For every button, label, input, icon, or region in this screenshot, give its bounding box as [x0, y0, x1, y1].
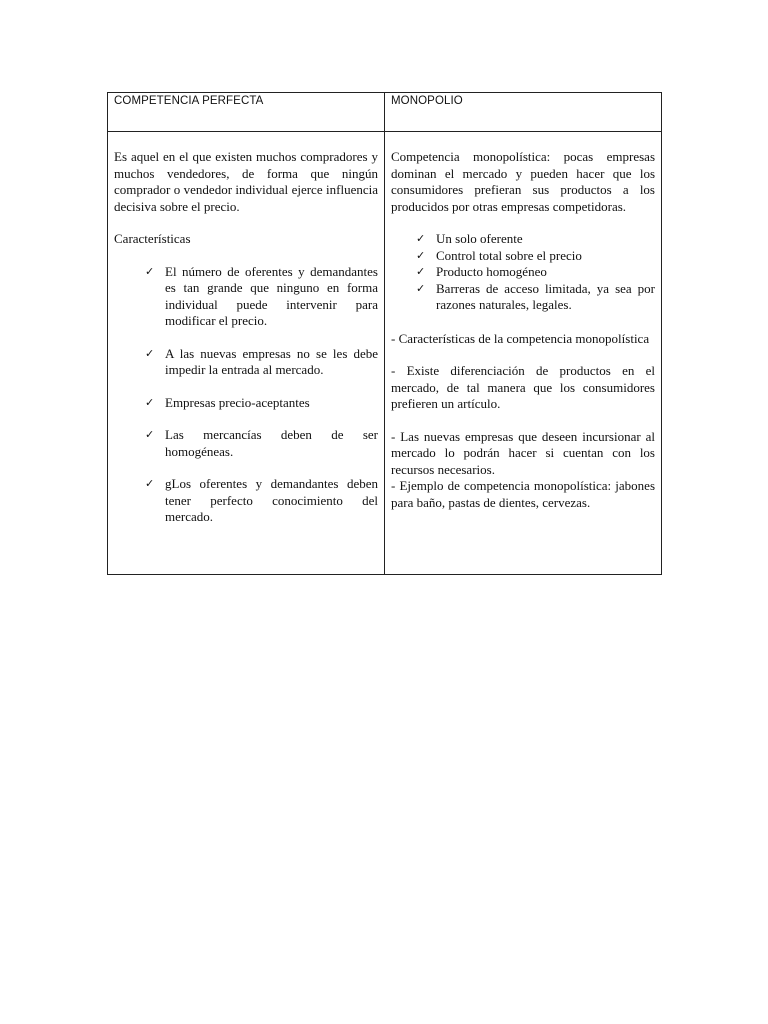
left-characteristics-list: [114, 264, 378, 526]
list-item-text: El número de oferentes y demandantes es tan grande que ninguno en forma individual puede intervenir para modificar el precio.: [165, 263, 378, 328]
list-item-text: Barreras de acceso limitada, ya sea por razones naturales, legales.: [436, 280, 655, 312]
left-cell: [108, 132, 385, 575]
list-item-text: A las nuevas empresas no se les debe impedir la entrada al mercado.: [165, 345, 378, 377]
list-item-text: Control total sobre el precio: [436, 247, 582, 263]
list-item: [114, 427, 378, 460]
right-paragraph: - Características de la competencia monopolística: [391, 330, 650, 346]
right-paragraph: - Existe diferenciación de productos en el mercado, de tal manera que los consumidores prefieren un artículo.: [391, 363, 655, 411]
list-item-text: Empresas precio-aceptantes: [165, 394, 310, 410]
check-icon: ✓: [145, 264, 155, 278]
comparison-table: [107, 92, 662, 575]
list-item-text: gLos oferentes y demandantes deben tener perfecto conocimiento del mercado.: [165, 476, 378, 524]
list-item: [391, 231, 655, 248]
check-icon: ✓: [416, 281, 426, 295]
list-item-text: Producto homogéneo: [436, 264, 547, 279]
list-item-text: Un solo oferente: [436, 231, 523, 246]
check-icon: ✓: [145, 395, 155, 409]
right-paragraph: - Las nuevas empresas que deseen incursionar al mercado lo podrán hacer si cuentan con los recursos necesarios.: [391, 428, 655, 477]
check-icon: ✓: [416, 232, 426, 245]
header-competencia-perfecta: COMPETENCIA PERFECTA: [108, 93, 385, 132]
check-icon: ✓: [416, 265, 426, 278]
right-intro: Competencia monopolística: pocas empresas dominan el mercado y pueden hacer que los consumidores prefieran sus productos a los producidos por otras empresas competidoras.: [391, 149, 655, 214]
list-item: [114, 395, 378, 412]
list-item: [114, 346, 378, 379]
left-intro: Es aquel en el que existen muchos compradores y muchos vendedores, de forma que ningún comprador o vendedor individual ejerce influencia decisiva sobre el precio.: [114, 149, 378, 214]
table-body-row: [108, 132, 662, 575]
list-item: [114, 264, 378, 330]
list-item: [391, 281, 655, 314]
check-icon: ✓: [145, 428, 155, 441]
table-header-row: [108, 93, 662, 132]
check-icon: ✓: [416, 248, 426, 262]
right-paragraph: - Ejemplo de competencia monopolística: jabones para baño, pastas de dientes, cervezas.: [391, 478, 655, 510]
right-characteristics-list: [391, 231, 655, 314]
list-item-text: Las mercancías deben de ser homogéneas.: [165, 427, 378, 459]
header-monopolio: MONOPOLIO: [385, 93, 662, 132]
list-item: [391, 264, 655, 281]
list-item: [114, 476, 378, 526]
left-subtitle: Características: [114, 231, 191, 246]
right-cell: [385, 132, 662, 575]
check-icon: ✓: [145, 477, 155, 490]
check-icon: ✓: [145, 346, 155, 360]
list-item: [391, 248, 655, 265]
